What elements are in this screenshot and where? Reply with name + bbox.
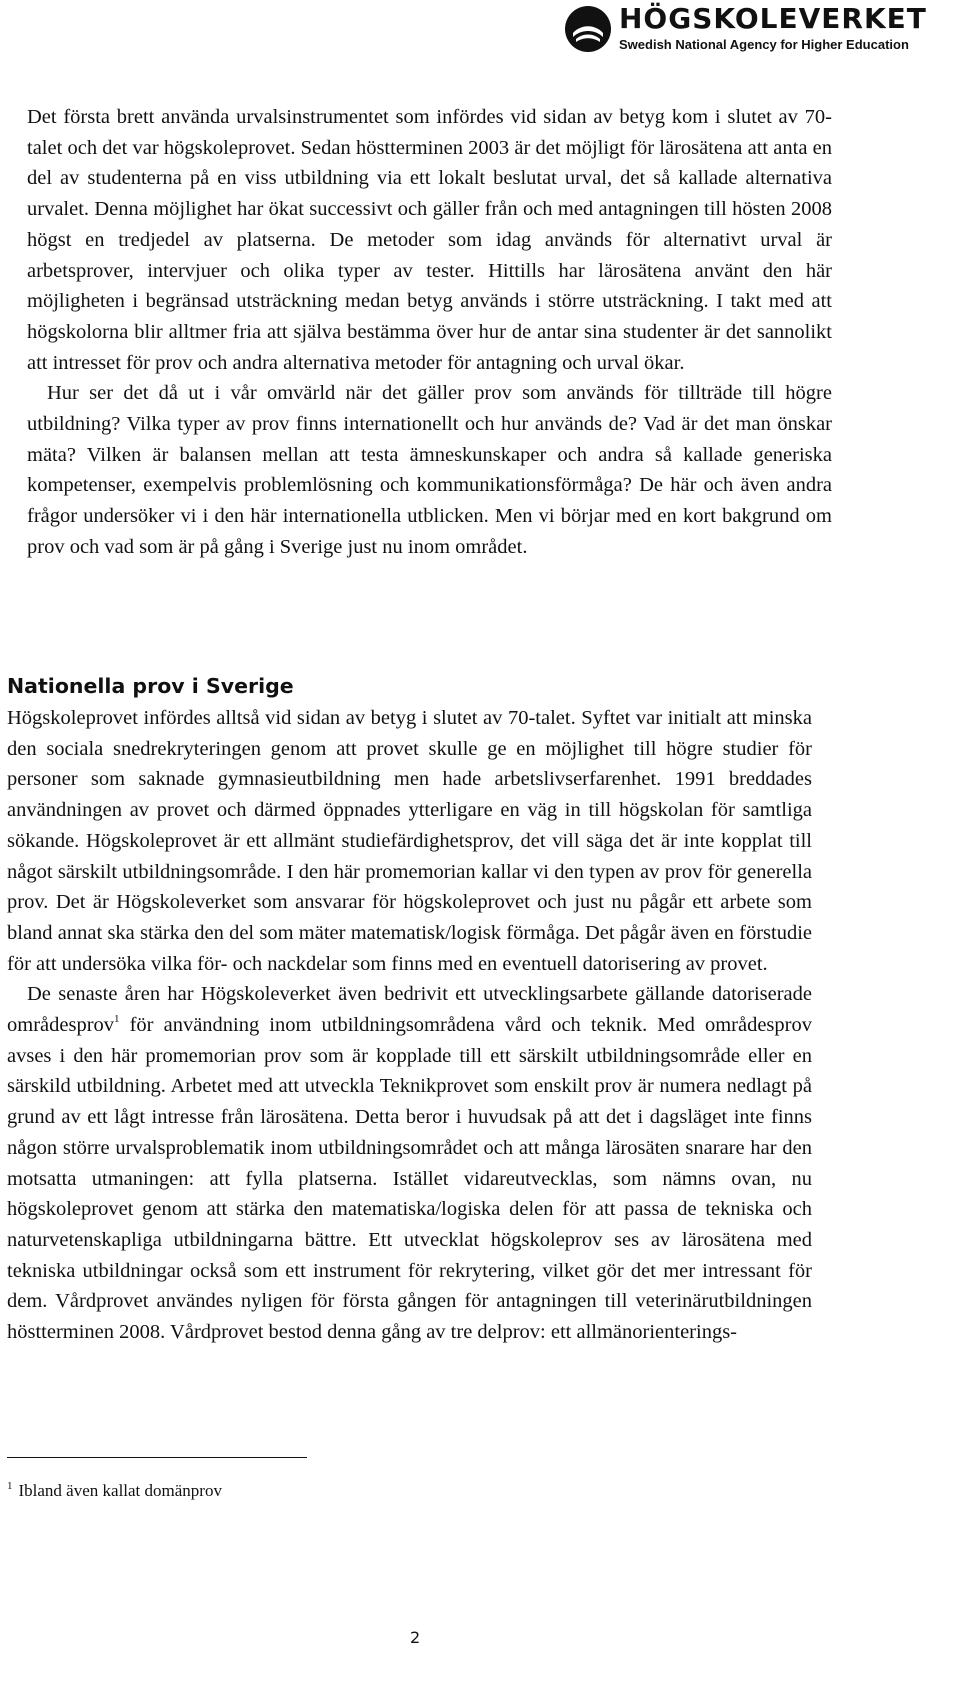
section-text	[7, 703, 812, 1348]
logo-wordmark: HÖGSKOLEVERKET	[619, 2, 927, 35]
footnote	[7, 1480, 222, 1501]
page-number: 2	[410, 1628, 421, 1647]
section-paragraph-2	[7, 979, 812, 1347]
section-paragraph-1: Högskoleprovet infördes alltså vid sidan av betyg i slutet av 70-talet. Syftet var initialt att minska den sociala snedrekryteringen genom att provet skulle ge en möjlighet till högre studier för personer som saknade gymnasieutbildning men hade arbetslivserfarenhet. 1991 breddades användningen av provet och därmed öppnades ytterligare en väg in till högskolan för samtliga sökande. Högskoleprovet är ett allmänt studiefärdighetsprov, det vill säga det är inte kopplat till något särskilt utbildningsområde. I den här promemorian kallar vi den typen av prov för generella prov. Det är Högskoleverket som ansvarar för högskoleprovet och just nu pågår ett arbete som bland annat ska stärka den del som mäter matematisk/logisk förmåga. Det pågår även en förstudie för att undersöka vilka för- och nackdelar som finns med en eventuell datorisering av provet.	[7, 707, 812, 975]
section-heading: Nationella prov i Sverige	[7, 674, 294, 698]
header-logo	[563, 2, 927, 56]
intro-paragraph-2: Hur ser det då ut i vår omvärld när det gäller prov som används för tillträde till högre utbildning? Vilka typer av prov finns internationellt och hur används de? Vad är det man önskar mäta? Vilken är balansen mellan att testa ämneskunskaper och andra så kallade generiska kompetenser, exempelvis problemlösning och kommunikationsförmåga? De här och även andra frågor undersöker vi i den här internationella utblicken. Men vi börjar med en kort bakgrund om prov och vad som är på gång i Sverige just nu inom området.	[27, 382, 832, 558]
footnote-text: Ibland även kallat domänprov	[18, 1481, 222, 1500]
hogskoleverket-logo-icon	[563, 4, 613, 54]
intro-paragraph-1: Det första brett använda urvalsinstrumentet som infördes vid sidan av betyg kom i slutet av 70-talet och det var högskoleprovet. Sedan höstterminen 2003 är det möjligt för lärosätena att anta en del av studenterna på en viss utbildning via ett lokalt beslutat urval, det så kallade alternativa urvalet. Denna möjlighet har ökat successivt och gäller från och med antagningen till hösten 2008 högst en tredjedel av platserna. De metoder som idag används för alternativt urval är arbetsprover, intervjuer och olika typer av tester. Hittills har lärosätena använt den här möjligheten i begränsad utsträckning medan betyg används i större utsträckning. I takt med att högskolorna blir alltmer fria att själva bestämma över hur de antar sina studenter är det sannolikt att intresset för prov och andra alternativa metoder för antagning och urval ökar.	[27, 106, 832, 374]
intro-text	[27, 102, 832, 563]
section-paragraph-2-start: De senaste åren har Högskoleverket även bedrivit ett utvecklingsarbete gällande datoriserade områdesprov	[7, 983, 812, 1037]
footnote-reference[interactable]: 1	[114, 1013, 120, 1026]
section-paragraph-2-rest: för användning inom utbildningsområdena vård och teknik. Med områdesprov avses i den här promemorian prov som är kopplade till ett särskilt utbildningsområde eller en särskild utbildning. Arbetet med att utveckla Teknikprovet som enskilt prov är numera nedlagt på grund av ett lågt intresse från lärosätena. Detta beror i huvudsak på att det i dagsläget inte finns någon större urvalsproblematik inom utbildningsområdet och att många lärosäten snarare har den motsatta utmaningen: att fylla platserna. Istället vidareutvecklas, som nämns ovan, nu högskoleprovet genom att stärka den matematiska/logiska delen för att passa de tekniska och naturvetenskapliga utbildningarna bättre. Ett utvecklat högskoleprov ses av lärosätena med tekniska utbildningar också som ett instrument för rekrytering, vilket gör det mer intressant för dem. Vårdprovet användes nyligen för första gången för antagningen till veterinärutbildningen höstterminen 2008. Vårdprovet bestod denna gång av tre delprov: ett allmänorienterings-	[7, 1014, 812, 1344]
footnote-mark: 1	[7, 1480, 13, 1492]
logo-subtitle: Swedish National Agency for Higher Education	[619, 37, 909, 52]
footnote-divider	[7, 1457, 307, 1458]
